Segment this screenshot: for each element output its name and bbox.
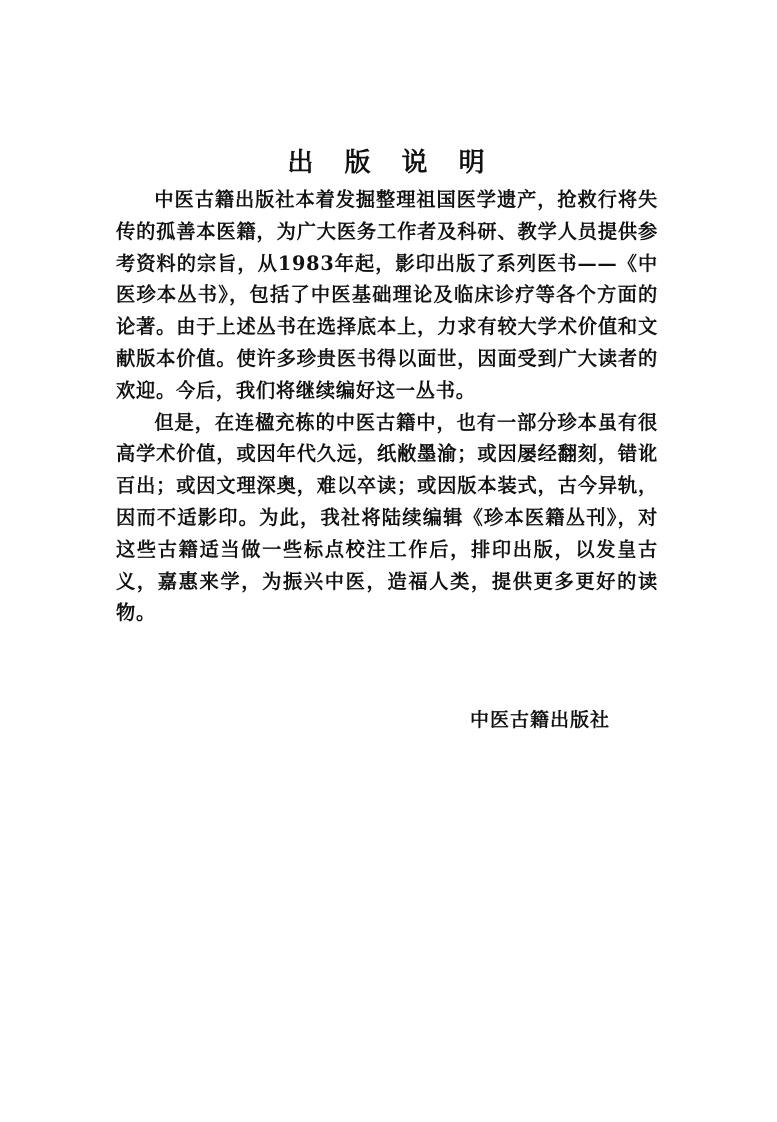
publisher-signature: 中医古籍出版社 xyxy=(470,709,611,731)
body-text xyxy=(116,184,658,629)
page-title: 出 版 说 明 xyxy=(287,148,496,178)
paragraph-1: 中医古籍出版社本着发掘整理祖国医学遗产，抢救行将失传的孤善本医籍，为广大医务工作者及科研、教学人员提供参考资料的宗旨，从1983年起，影印出版了系列医书——《中医珍本丛书》，包括了中医基础理论及临床诊疗等各个方面的论著。由于上述丛书在选择底本上，力求有较大学术价值和文献版本价值。使许多珍贵医书得以面世，因面受到广大读者的欢迎。今后，我们将继续编好这一丛书。 xyxy=(116,188,658,402)
paragraph-2: 但是，在连楹充栋的中医古籍中，也有一部分珍本虽有很高学术价值，或因年代久远，纸敝墨渝；或因屡经翻刻，错讹百出；或因文理深奥，难以卒读；或因版本装式，古今异轨，因而不适影印。为此，我社将陆续编辑《珍本医籍丛刊》，对这些古籍适当做一些标点校注工作后，排印出版，以发皇古义，嘉惠来学，为振兴中医，造福人类，提供更多更好的读物。 xyxy=(116,410,658,625)
